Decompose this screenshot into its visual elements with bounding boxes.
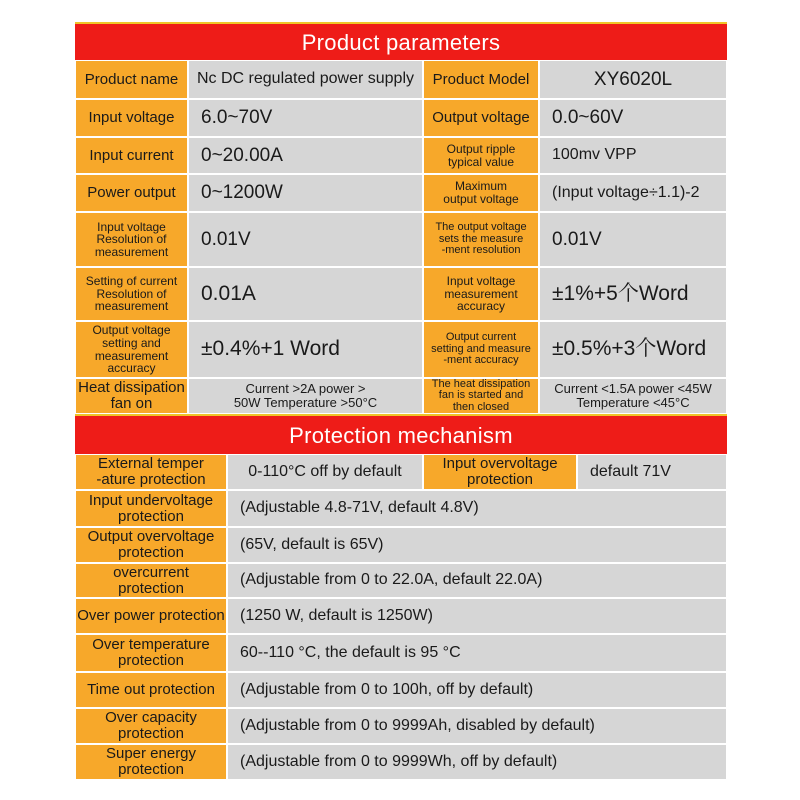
param-value: Nc DC regulated power supply	[188, 60, 423, 99]
param-label: Input current	[75, 137, 188, 174]
param-value: ±0.4%+1 Word	[188, 321, 423, 378]
protection-value: default 71V	[577, 454, 727, 490]
param-label: Product name	[75, 60, 188, 99]
param-label: Output ripple typical value	[423, 137, 539, 174]
spec-sheet	[75, 22, 727, 780]
param-value: ±0.5%+3个Word	[539, 321, 727, 378]
param-value: XY6020L	[539, 60, 727, 99]
param-label: Heat dissipation fan on	[75, 378, 188, 414]
param-value: 0.01V	[539, 212, 727, 267]
protection-value: (Adjustable 4.8-71V, default 4.8V)	[227, 490, 727, 527]
param-value: ±1%+5个Word	[539, 267, 727, 321]
param-value: 6.0~70V	[188, 99, 423, 137]
param-label: Output voltage	[423, 99, 539, 137]
param-label: Output current setting and measure -ment accuracy	[423, 321, 539, 378]
param-value: Current >2A power > 50W Temperature >50°C	[188, 378, 423, 414]
param-label: Product Model	[423, 60, 539, 99]
protection-value: 0-110°C off by default	[227, 454, 423, 490]
protection-label: Input overvoltage protection	[423, 454, 577, 490]
param-value: 0~1200W	[188, 174, 423, 212]
protection-value: 60--110 °C, the default is 95 °C	[227, 634, 727, 672]
param-value: 0.01A	[188, 267, 423, 321]
param-label: Input voltage	[75, 99, 188, 137]
param-label: Input voltage measurement accuracy	[423, 267, 539, 321]
param-value: Current <1.5A power <45W Temperature <45°C	[539, 378, 727, 414]
param-label: The output voltage sets the measure -ment resolution	[423, 212, 539, 267]
param-value: 100mv VPP	[539, 137, 727, 174]
protection-value: (1250 W, default is 1250W)	[227, 598, 727, 634]
protection-label: Output overvoltage protection	[75, 527, 227, 563]
protection-value: (Adjustable from 0 to 9999Wh, off by default)	[227, 744, 727, 780]
param-value: (Input voltage÷1.1)-2	[539, 174, 727, 212]
param-label: The heat dissipation fan is started and then closed	[423, 378, 539, 414]
param-value: 0~20.00A	[188, 137, 423, 174]
product-parameters-title: Product parameters	[75, 22, 727, 62]
protection-label: Input undervoltage protection	[75, 490, 227, 527]
param-label: Power output	[75, 174, 188, 212]
protection-label: Super energy protection	[75, 744, 227, 780]
param-label: Maximum output voltage	[423, 174, 539, 212]
param-value: 0.01V	[188, 212, 423, 267]
protection-label: Time out protection	[75, 672, 227, 708]
param-label: Output voltage setting and measurement accuracy	[75, 321, 188, 378]
protection-value: (Adjustable from 0 to 9999Ah, disabled by default)	[227, 708, 727, 744]
protection-mechanism-title: Protection mechanism	[75, 414, 727, 456]
protection-value: (Adjustable from 0 to 100h, off by default)	[227, 672, 727, 708]
param-label: Setting of current Resolution of measurement	[75, 267, 188, 321]
protection-label: overcurrent protection	[75, 563, 227, 598]
param-value: 0.0~60V	[539, 99, 727, 137]
protection-value: (Adjustable from 0 to 22.0A, default 22.0A)	[227, 563, 727, 598]
protection-label: External temper -ature protection	[75, 454, 227, 490]
protection-label: Over temperature protection	[75, 634, 227, 672]
param-label: Input voltage Resolution of measurement	[75, 212, 188, 267]
protection-value: (65V, default is 65V)	[227, 527, 727, 563]
protection-label: Over capacity protection	[75, 708, 227, 744]
protection-label: Over power protection	[75, 598, 227, 634]
